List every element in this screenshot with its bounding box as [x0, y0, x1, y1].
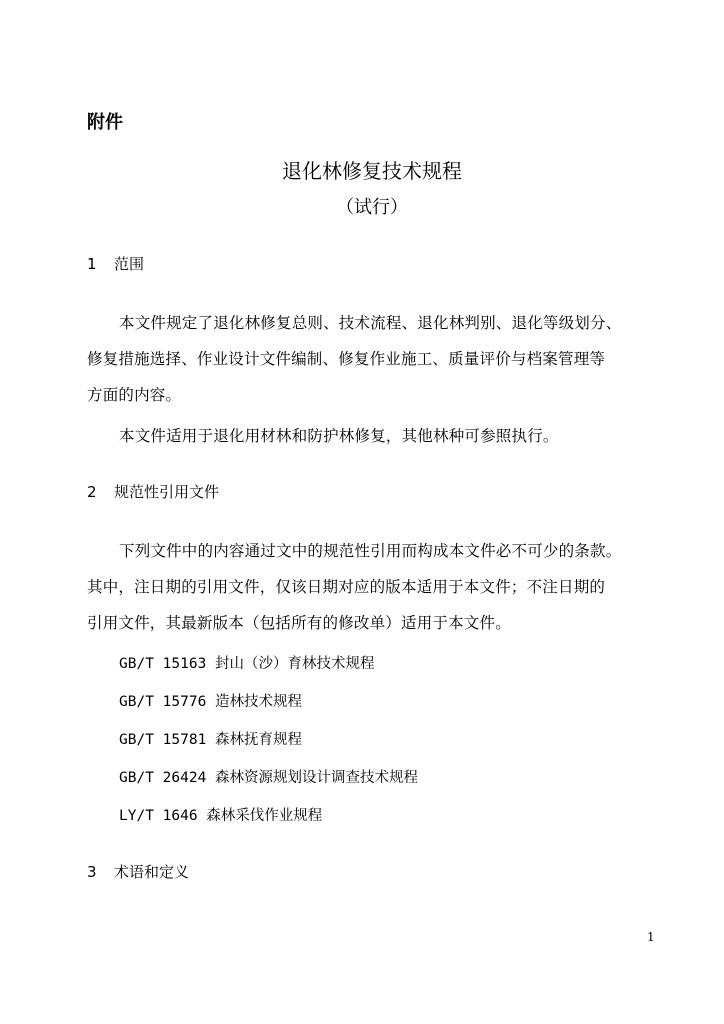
- section-number: 3: [87, 863, 97, 881]
- attachment-label: 附件: [87, 112, 123, 133]
- page-number: 1: [647, 930, 655, 944]
- scope-applicability-paragraph: 本文件适用于退化用材林和防护林修复，其他林种可参照执行。: [119, 427, 559, 445]
- references-intro-line: 引用文件，其最新版本（包括所有的修改单）适用于本文件。: [87, 614, 511, 632]
- reference-item: GB/T 26424 森林资源规划设计调查技术规程: [119, 770, 419, 786]
- section-heading-scope: [87, 253, 144, 274]
- document-title: 退化林修复技术规程: [282, 159, 462, 183]
- reference-item: GB/T 15781 森林抚育规程: [119, 732, 303, 748]
- section-number: 2: [87, 483, 97, 501]
- references-intro-line: 下列文件中的内容通过文中的规范性引用而构成本文件必不可少的条款。: [119, 542, 622, 560]
- section-heading-terms: [87, 861, 189, 882]
- section-heading-references: [87, 481, 219, 502]
- reference-item: LY/T 1646 森林采伐作业规程: [119, 808, 323, 824]
- scope-paragraph-line: 方面的内容。: [87, 386, 182, 404]
- reference-item: GB/T 15776 造林技术规程: [119, 694, 303, 710]
- section-number: 1: [87, 255, 97, 273]
- document-subtitle: （试行）: [336, 197, 408, 218]
- scope-paragraph-line: 本文件规定了退化林修复总则、技术流程、退化林判别、退化等级划分、: [119, 314, 622, 332]
- section-title: 术语和定义: [114, 863, 190, 881]
- section-title: 范围: [114, 255, 145, 273]
- references-intro-line: 其中，注日期的引用文件，仅该日期对应的版本适用于本文件；不注日期的: [87, 578, 606, 596]
- scope-paragraph-line: 修复措施选择、作业设计文件编制、修复作业施工、质量评价与档案管理等: [87, 350, 606, 368]
- section-title: 规范性引用文件: [114, 483, 220, 501]
- reference-item: GB/T 15163 封山（沙）育林技术规程: [119, 656, 375, 672]
